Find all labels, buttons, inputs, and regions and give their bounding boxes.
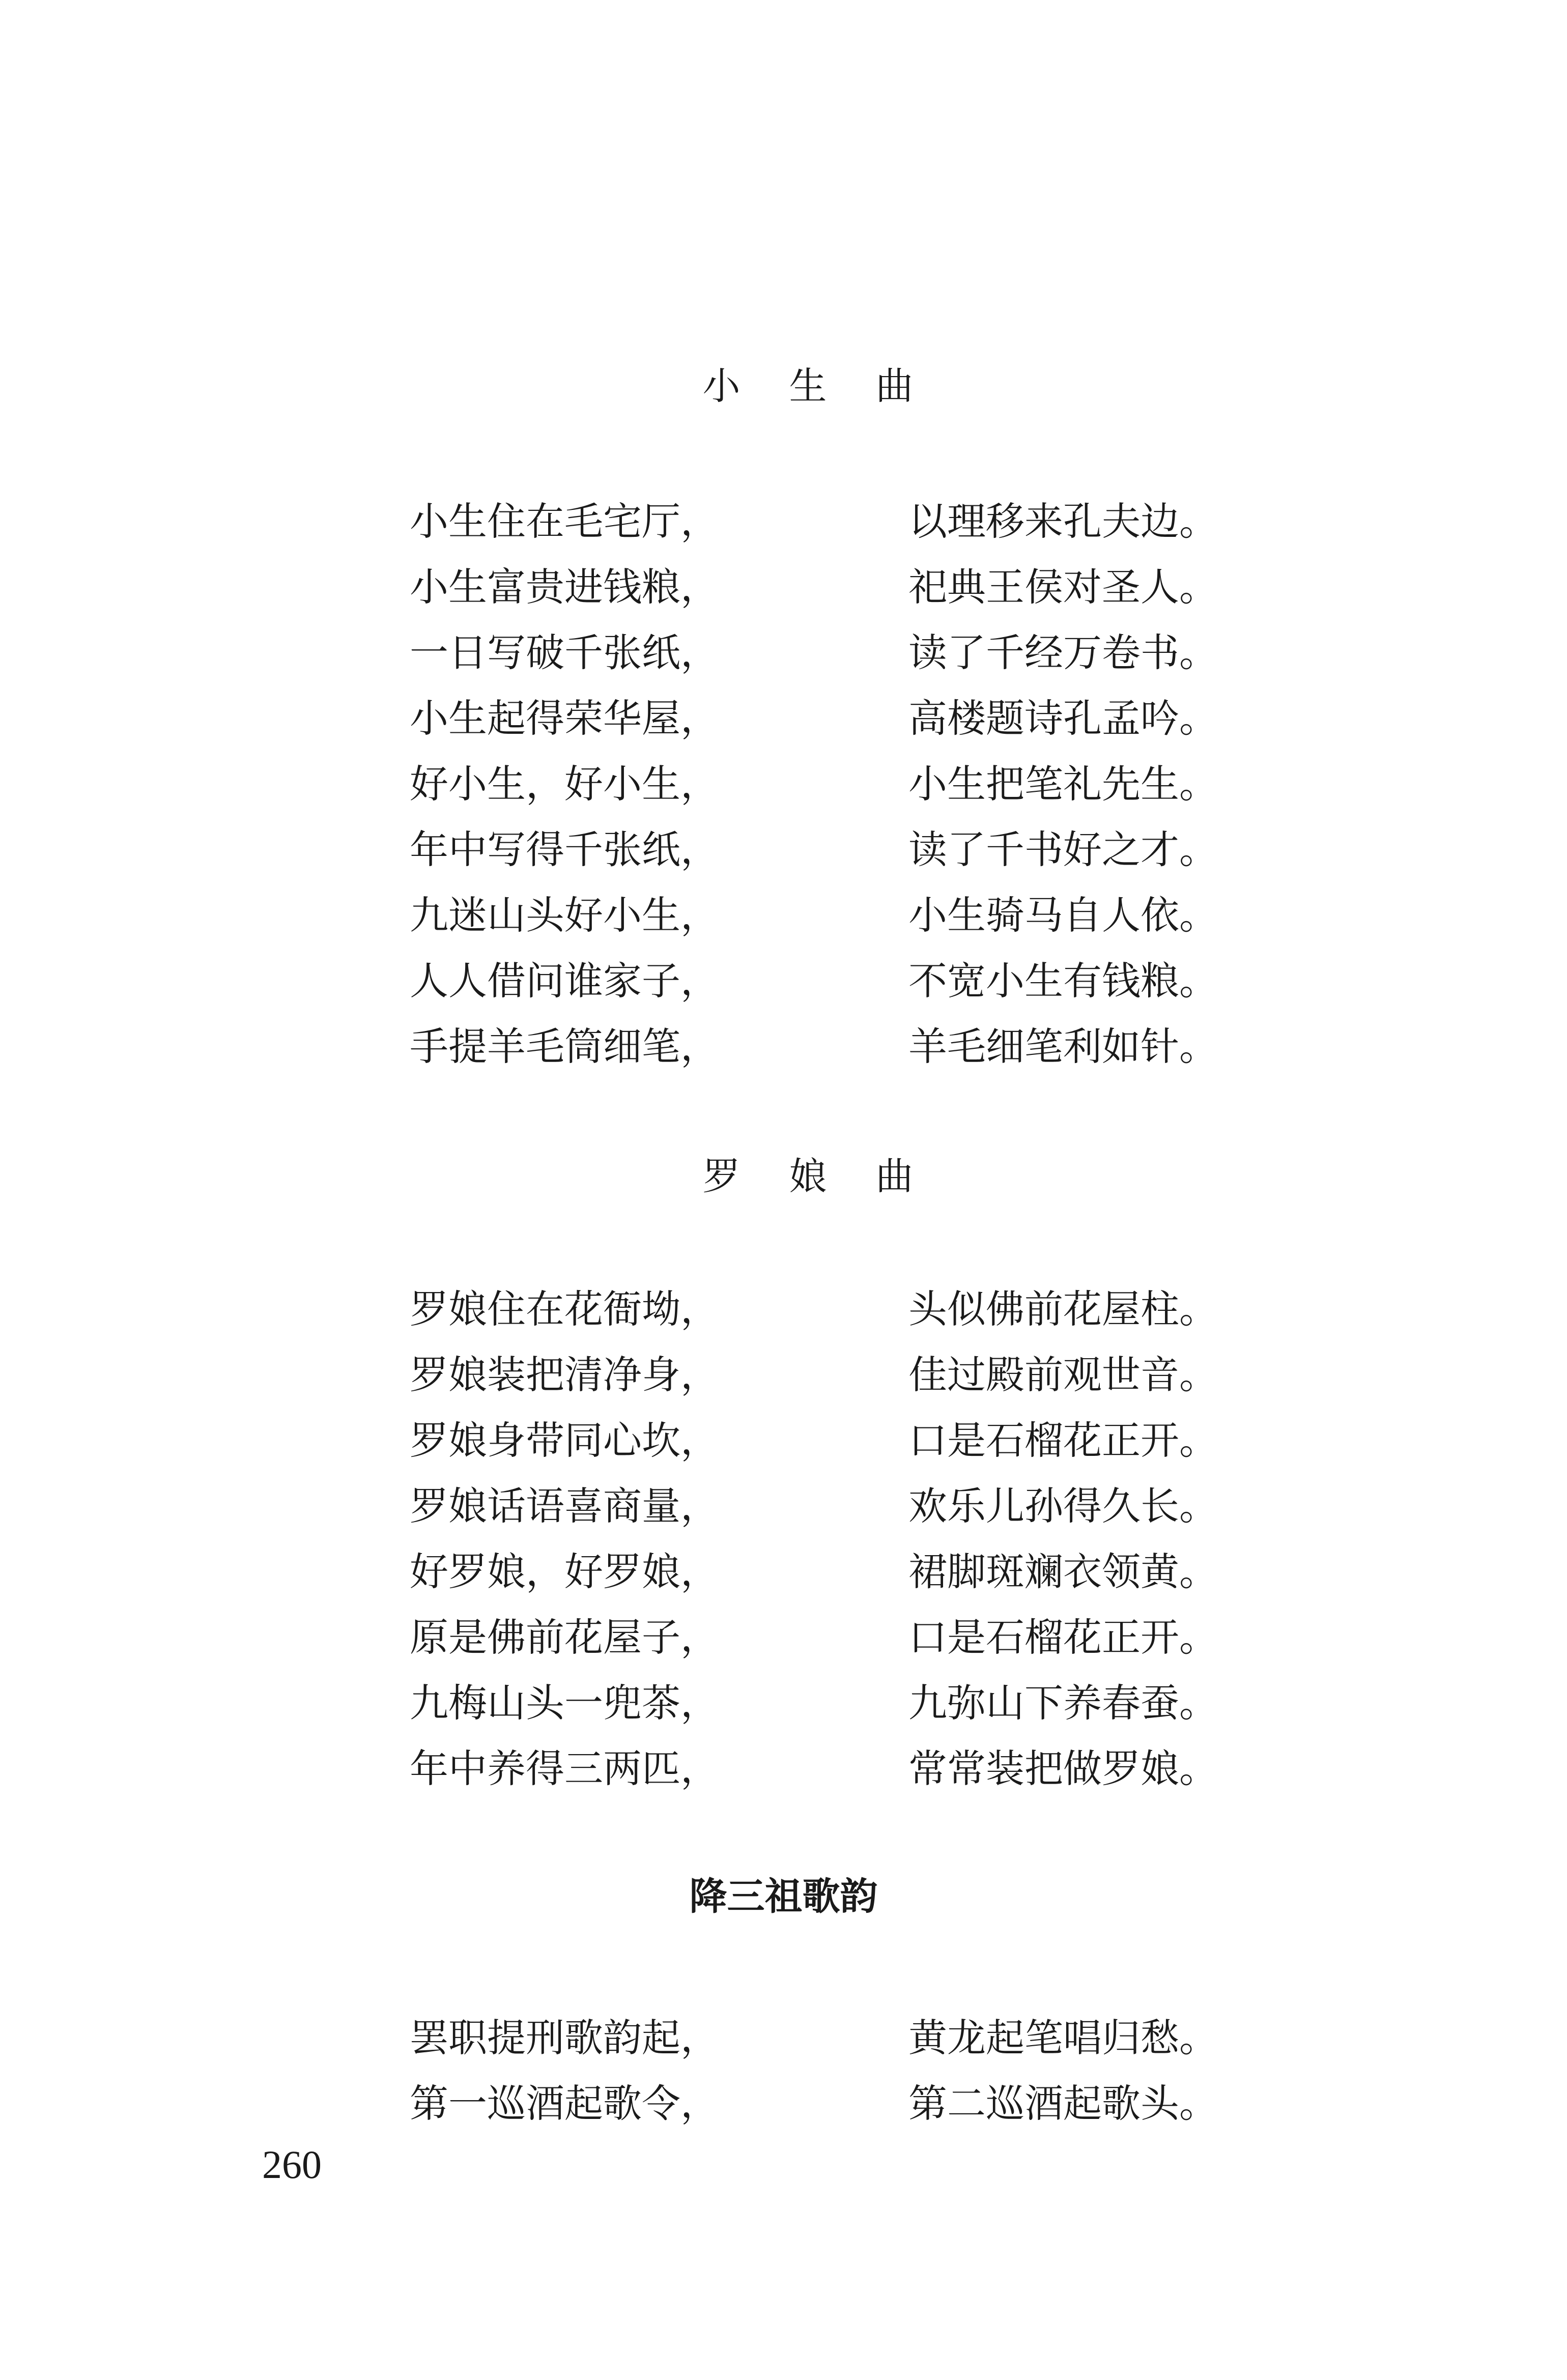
verse-line-left: 小生富贵进钱粮， bbox=[410, 564, 719, 610]
section-title-jiangsanzu: 降三祖歌韵 bbox=[689, 1875, 878, 1918]
verse-line-right: 以理移来孔夫边。 bbox=[908, 499, 1218, 544]
verse-line-right: 读了千书好之才。 bbox=[908, 827, 1218, 872]
verse-line-right: 裙脚斑斓衣领黄。 bbox=[908, 1549, 1218, 1594]
verse-line-left: 罢职提刑歌韵起， bbox=[410, 2015, 719, 2060]
verse-line bbox=[0, 1276, 1567, 1342]
verse-line-left: 年中写得千张纸， bbox=[410, 827, 719, 872]
verse-line-left: 好小生，好小生， bbox=[410, 761, 719, 807]
section-title-luoniang: 罗娘曲 bbox=[702, 1155, 962, 1198]
verse-block-jiangsanzu bbox=[0, 2005, 1567, 2136]
verse-line-left: 罗娘装把清净身， bbox=[410, 1352, 719, 1397]
verse-line bbox=[0, 1604, 1567, 1670]
verse-line bbox=[0, 1342, 1567, 1408]
verse-line-right: 高楼题诗孔孟吟。 bbox=[908, 696, 1218, 741]
verse-line-right: 九弥山下养春蚕。 bbox=[908, 1680, 1218, 1726]
verse-line-right: 祀典王侯对圣人。 bbox=[908, 564, 1218, 610]
verse-line-right: 常常装把做罗娘。 bbox=[908, 1746, 1218, 1791]
page-number: 260 bbox=[262, 2142, 322, 2187]
verse-line-right: 佳过殿前观世音。 bbox=[908, 1352, 1218, 1397]
verse-line bbox=[0, 620, 1567, 685]
section-title-xiaosheng: 小生曲 bbox=[702, 364, 962, 408]
verse-line bbox=[0, 1473, 1567, 1539]
verse-block-xiaosheng bbox=[0, 489, 1567, 1079]
verse-line-right: 读了千经万卷书。 bbox=[908, 630, 1218, 675]
verse-line-right: 不宽小生有钱粮。 bbox=[908, 958, 1218, 1003]
verse-line bbox=[0, 489, 1567, 554]
verse-line-left: 第一巡酒起歌令， bbox=[410, 2081, 719, 2126]
verse-line bbox=[0, 2071, 1567, 2136]
verse-line bbox=[0, 1408, 1567, 1473]
verse-line-left: 一日写破千张纸， bbox=[410, 630, 719, 675]
verse-line bbox=[0, 554, 1567, 620]
verse-line-left: 手提羊毛筒细笔， bbox=[410, 1024, 719, 1069]
verse-line-left: 罗娘身带同心坎， bbox=[410, 1418, 719, 1463]
verse-line bbox=[0, 685, 1567, 751]
verse-block-luoniang bbox=[0, 1276, 1567, 1801]
verse-line-right: 口是石榴花正开。 bbox=[908, 1418, 1218, 1463]
verse-line-right: 头似佛前花屋柱。 bbox=[908, 1286, 1218, 1332]
verse-line-right: 黄龙起笔唱归愁。 bbox=[908, 2015, 1218, 2060]
verse-line bbox=[0, 817, 1567, 882]
verse-line bbox=[0, 882, 1567, 948]
verse-line-left: 年中养得三两匹， bbox=[410, 1746, 719, 1791]
verse-line bbox=[0, 2005, 1567, 2071]
verse-line-left: 九迷山头好小生， bbox=[410, 893, 719, 938]
verse-line-left: 九梅山头一兜茶， bbox=[410, 1680, 719, 1726]
verse-line-right: 小生骑马自人依。 bbox=[908, 893, 1218, 938]
verse-line bbox=[0, 1736, 1567, 1801]
verse-line bbox=[0, 1539, 1567, 1604]
verse-line bbox=[0, 1014, 1567, 1079]
verse-line-right: 羊毛细笔利如针。 bbox=[908, 1024, 1218, 1069]
verse-line-left: 人人借问谁家子， bbox=[410, 958, 719, 1003]
verse-line-left: 小生住在毛宅厅， bbox=[410, 499, 719, 544]
verse-line-right: 小生把笔礼先生。 bbox=[908, 761, 1218, 807]
verse-line-right: 口是石榴花正开。 bbox=[908, 1615, 1218, 1660]
verse-line bbox=[0, 1670, 1567, 1736]
verse-line-right: 欢乐儿孙得久长。 bbox=[908, 1483, 1218, 1529]
verse-line-right: 第二巡酒起歌头。 bbox=[908, 2081, 1218, 2126]
verse-line-left: 小生起得荣华屋， bbox=[410, 696, 719, 741]
verse-line bbox=[0, 751, 1567, 817]
verse-line bbox=[0, 948, 1567, 1014]
verse-line-left: 好罗娘，好罗娘， bbox=[410, 1549, 719, 1594]
verse-line-left: 原是佛前花屋子， bbox=[410, 1615, 719, 1660]
verse-line-left: 罗娘话语喜商量， bbox=[410, 1483, 719, 1529]
verse-line-left: 罗娘住在花衙坳， bbox=[410, 1286, 719, 1332]
